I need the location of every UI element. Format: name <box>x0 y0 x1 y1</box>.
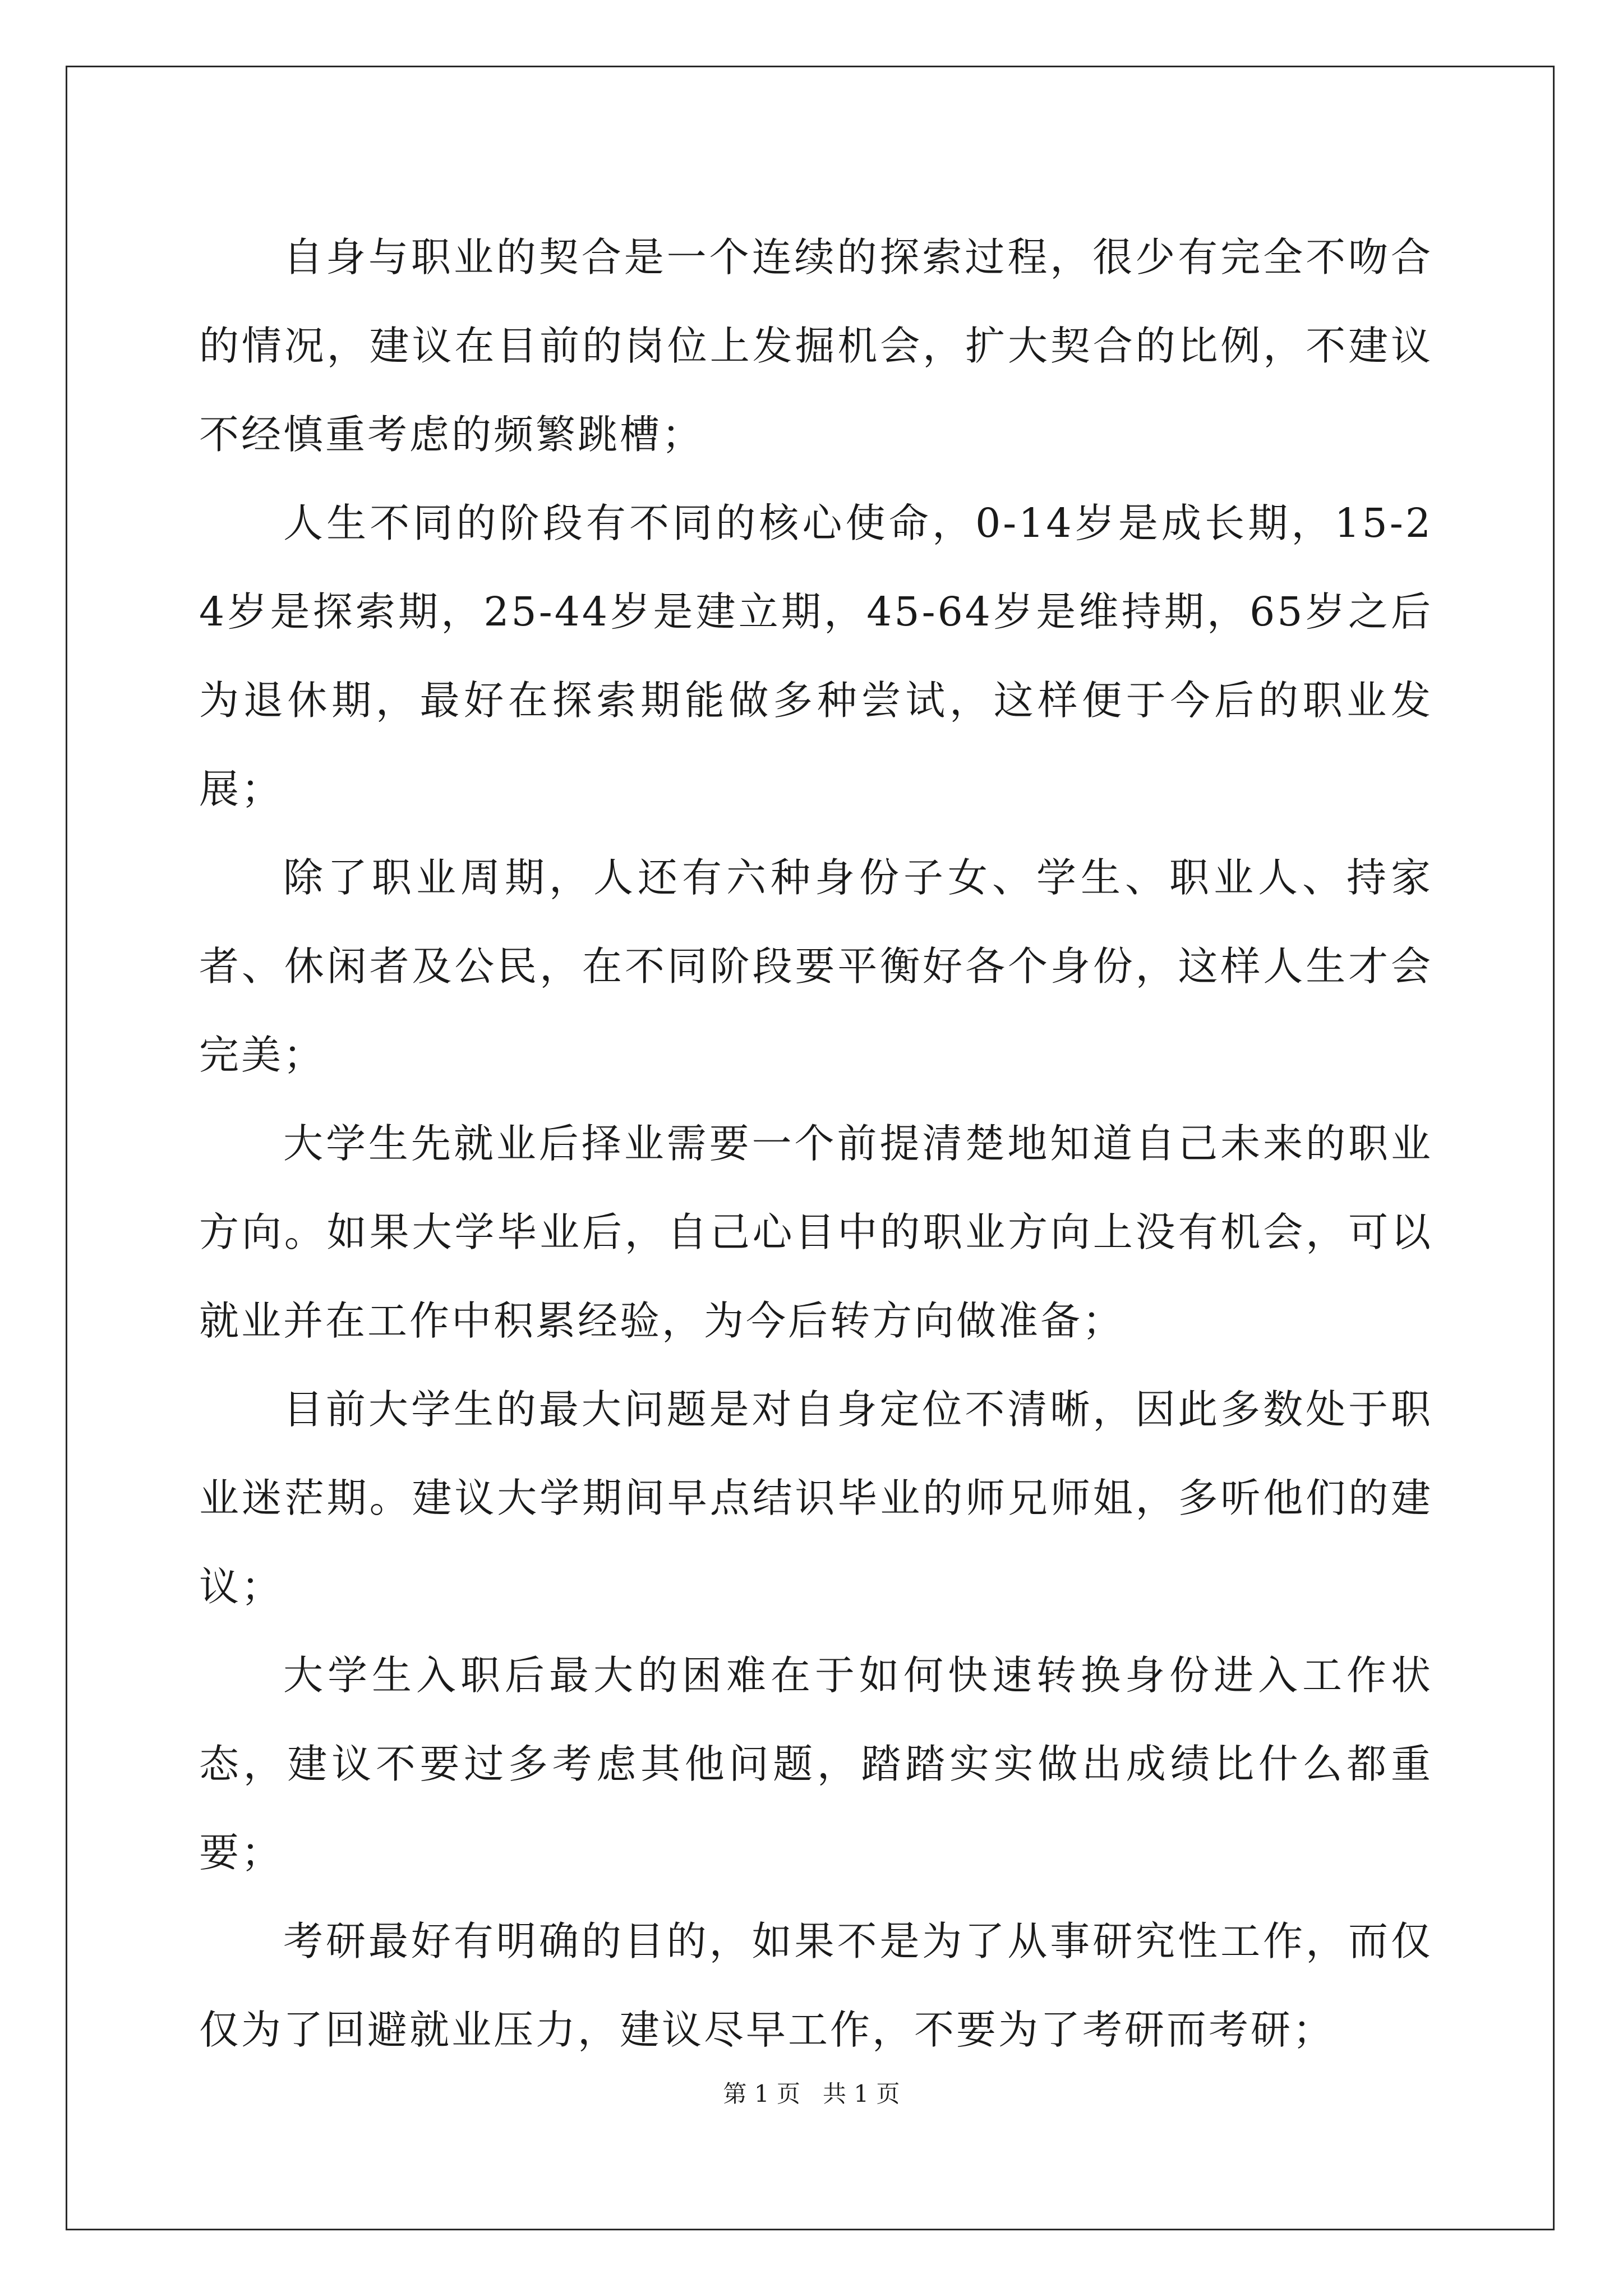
document-body <box>199 213 1433 2074</box>
paragraph-6: 大学生入职后最大的困难在于如何快速转换身份进入工作状态，建议不要过多考虑其他问题，踏踏实实做出成绩比什么都重要； <box>199 1652 1433 1876</box>
page-number-footer: 第 1 页 共 1 页 <box>723 2080 900 2108</box>
paragraph-5: 目前大学生的最大问题是对自身定位不清晰，因此多数处于职业迷茫期。建议大学期间早点结识毕业的师兄师姐，多听他们的建议； <box>199 1386 1433 1610</box>
paragraph-3: 除了职业周期，人还有六种身份子女、学生、职业人、持家者、休闲者及公民，在不同阶段要平衡好各个身份，这样人生才会完美； <box>199 854 1433 1078</box>
paragraph-7: 考研最好有明确的目的，如果不是为了从事研究性工作，而仅仅为了回避就业压力，建议尽早工作，不要为了考研而考研； <box>199 1918 1433 2053</box>
paragraph-1: 自身与职业的契合是一个连续的探索过程，很少有完全不吻合的情况，建议在目前的岗位上发掘机会，扩大契合的比例，不建议不经慎重考虑的频繁跳槽； <box>199 234 1433 458</box>
paragraph-2: 人生不同的阶段有不同的核心使命，0-14岁是成长期，15-24岁是探索期，25-44岁是建立期，45-64岁是维持期，65岁之后为退休期，最好在探索期能做多种尝试，这样便于今后的职业发展； <box>199 500 1433 812</box>
paragraph-4: 大学生先就业后择业需要一个前提清楚地知道自己未来的职业方向。如果大学毕业后，自己心目中的职业方向上没有机会，可以就业并在工作中积累经验，为今后转方向做准备； <box>199 1120 1433 1344</box>
